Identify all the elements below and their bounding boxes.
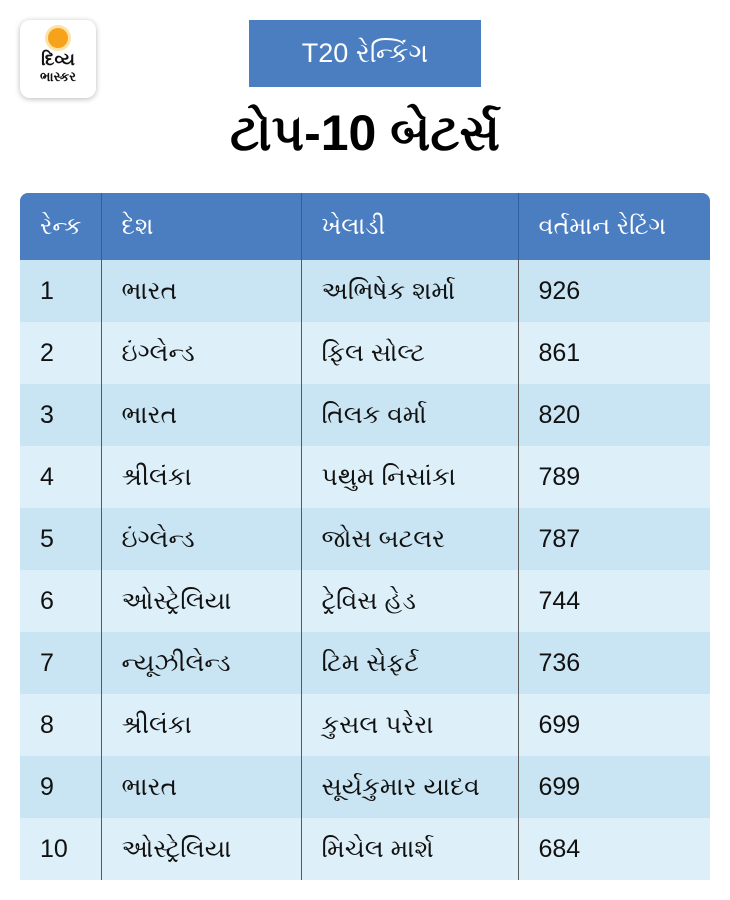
country-cell: ભારત	[101, 756, 301, 818]
rank-cell: 10	[20, 818, 101, 880]
rating-cell: 744	[518, 570, 710, 632]
country-cell: ભારત	[101, 260, 301, 322]
player-cell: કુસલ પરેરા	[301, 694, 518, 756]
rating-cell: 926	[518, 260, 710, 322]
rankings-table	[20, 193, 710, 880]
column-header-country: દેશ	[101, 193, 301, 260]
player-cell: પથુમ નિસાંકા	[301, 446, 518, 508]
rank-cell: 5	[20, 508, 101, 570]
player-cell: ફિલ સોલ્ટ	[301, 322, 518, 384]
country-cell: શ્રીલંકા	[101, 694, 301, 756]
rank-cell: 2	[20, 322, 101, 384]
rank-cell: 4	[20, 446, 101, 508]
rating-cell: 736	[518, 632, 710, 694]
rating-cell: 684	[518, 818, 710, 880]
table-row	[20, 818, 710, 880]
country-cell: ભારત	[101, 384, 301, 446]
rating-cell: 699	[518, 694, 710, 756]
sun-icon	[48, 28, 68, 48]
table-row	[20, 508, 710, 570]
rank-cell: 9	[20, 756, 101, 818]
player-cell: ટિમ સેફર્ટ	[301, 632, 518, 694]
table-row	[20, 384, 710, 446]
country-cell: ઓસ્ટ્રેલિયા	[101, 818, 301, 880]
brand-logo	[20, 20, 96, 98]
table-row	[20, 260, 710, 322]
rating-cell: 861	[518, 322, 710, 384]
rankings-table-container	[20, 193, 710, 880]
rating-cell: 787	[518, 508, 710, 570]
player-cell: મિચેલ માર્શ	[301, 818, 518, 880]
rank-cell: 8	[20, 694, 101, 756]
rank-cell: 6	[20, 570, 101, 632]
table-row	[20, 570, 710, 632]
player-cell: જોસ બટલર	[301, 508, 518, 570]
player-cell: ટ્રેવિસ હેડ	[301, 570, 518, 632]
table-row	[20, 756, 710, 818]
country-cell: શ્રીલંકા	[101, 446, 301, 508]
column-header-rating: વર્તમાન રેટિંગ	[518, 193, 710, 260]
country-cell: ઓસ્ટ્રેલિયા	[101, 570, 301, 632]
table-row	[20, 632, 710, 694]
table-row	[20, 322, 710, 384]
player-cell: તિલક વર્મા	[301, 384, 518, 446]
table-row	[20, 694, 710, 756]
logo-text-line1: દિવ્ય	[41, 50, 75, 69]
rating-cell: 789	[518, 446, 710, 508]
table-header-row	[20, 193, 710, 260]
table-row	[20, 446, 710, 508]
rating-cell: 820	[518, 384, 710, 446]
rating-cell: 699	[518, 756, 710, 818]
column-header-player: ખેલાડી	[301, 193, 518, 260]
rank-cell: 7	[20, 632, 101, 694]
rank-cell: 1	[20, 260, 101, 322]
country-cell: ન્યૂઝીલેન્ડ	[101, 632, 301, 694]
country-cell: ઇંગ્લેન્ડ	[101, 322, 301, 384]
logo-text-line2: ભાસ્કર	[40, 69, 76, 84]
column-header-rank: રેન્ક	[20, 193, 101, 260]
page-title: ટોપ-10 બેટર્સ	[230, 105, 500, 161]
player-cell: અભિષેક શર્મા	[301, 260, 518, 322]
player-cell: સૂર્યકુમાર યાદવ	[301, 756, 518, 818]
country-cell: ઇંગ્લેન્ડ	[101, 508, 301, 570]
rank-cell: 3	[20, 384, 101, 446]
section-tag: T20 રેન્કિંગ	[249, 20, 481, 87]
